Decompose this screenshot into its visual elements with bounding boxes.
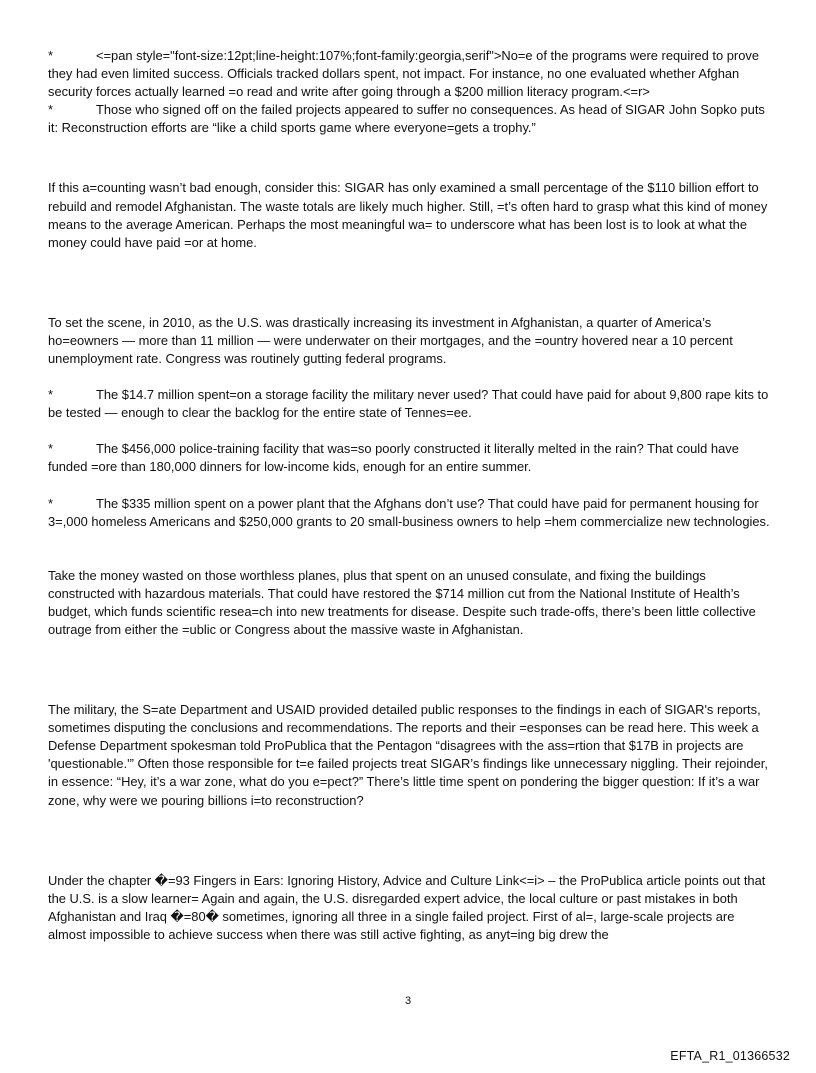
bullet-no-consequences — [48, 101, 772, 137]
bullet-text: The $14.7 million spent=on a storage facility the military never used? That could have paid for about 9,800 rape kits to be tested — enough to clear the backlog for the entire state of Tennes=ee. — [48, 387, 769, 421]
bullet-text: The $456,000 police-training facility that was=so poorly constructed it literally melted in the rain? That could have funded =ore than 180,000 dinners for low-income kids, enough for an entire summer. — [48, 441, 739, 475]
document-id-footer: EFTA_R1_01366532 — [670, 1049, 790, 1063]
bullet-text: Those who signed off on the failed projects appeared to suffer no consequences. As head of SIGAR John Sopko puts it: Reconstruction efforts are “like a child sports game where everyone=gets a trophy.” — [48, 102, 765, 136]
bullet-text: The $335 million spent on a power plant that the Afghans don’t use? That could have paid for permanent housing for 3=,000 homeless Americans and $250,000 grants to 20 small-business owners to help =hem commercialize new technologies. — [48, 495, 770, 529]
bullet-marker: * — [48, 102, 54, 118]
paragraph-accounting: If this a=counting wasn’t bad enough, consider this: SIGAR has only examined a small percentage of the $110 billion effort to rebuild and remodel Afghanistan. The waste totals are likely much higher. Still, =t’s often hard to grasp what this kind of money means to the average American. Perhaps the most meaningful wa= to underscore what has been lost is to look at what the money could have paid =or at home. — [48, 180, 768, 250]
bullet-marker: * — [48, 387, 54, 403]
bullet-storage-facility — [48, 386, 772, 422]
bullet-power-plant — [48, 495, 772, 531]
bullet-marker: * — [48, 495, 54, 511]
document-body — [48, 47, 772, 944]
bullet-program-success — [48, 47, 772, 101]
paragraph-set-the-scene: To set the scene, in 2010, as the U.S. was drastically increasing its investment in Afghanistan, a quarter of America’s ho=eowners — more than 11 million — were underwater on their mortgages, and the =ountry hovered near a 10 percent unemployment rate. Congress was routinely gutting federal programs. — [48, 314, 733, 367]
paragraph-fingers-in-ears: Under the chapter �=93 Fingers in Ears: Ignoring History, Advice and Culture Link<=i> – the ProPublica article points out that the U.S. is a slow learner= Again and again, the U.S. disregarded expert advice, the local culture or past mistakes in both Afghanistan and Iraq �=80� sometimes, ignoring all three in a single failed project. First of al=, large-scale projects are almost impossible to achieve success when there was still active fighting, as anyt=ing big drew the — [48, 872, 766, 942]
bullet-marker: * — [48, 48, 54, 63]
page-number: 3 — [404, 995, 412, 1007]
paragraph-responses: The military, the S=ate Department and USAID provided detailed public responses to the findings in each of SIGAR's reports, sometimes disputing the conclusions and recommendations. The reports and their =esponses can be read here. This week a Defense Department spokesman told ProPublica that the Pentagon “disagrees with the ass=rtion that $17B in projects are 'questionable.'” Often those responsible for t=e failed projects treat SIGAR’s findings like unnecessary niggling. Their rejoinder, in essence: “Hey, it’s a war zone, what do you e=pect?” There’s little time spent on pondering the bigger question: If it’s a war zone, why were we pouring billions i=to reconstruction? — [48, 702, 768, 808]
bullet-text: <=pan style="font-size:12pt;line-height:107%;font-family:georgia,serif">No=e of the programs were required to prove they had even limited success. Officials tracked dollars spent, not impact. For instance, no one evaluated whether Afghan security forces actually learned =o read and write after going through a $200 million literacy program.<=r> — [48, 48, 760, 100]
bullet-marker: * — [48, 441, 54, 457]
bullet-police-facility — [48, 440, 772, 476]
paragraph-wasted-money: Take the money wasted on those worthless planes, plus that spent on an unused consulate, and fixing the buildings constructed with hazardous materials. That could have restored the $714 million cut from the National Institute of Health’s budget, which funds scientific resea=ch into new treatments for disease. Despite such trade-offs, there’s been little collective outrage from either the =ublic or Congress about the massive waste in Afghanistan. — [48, 567, 756, 637]
